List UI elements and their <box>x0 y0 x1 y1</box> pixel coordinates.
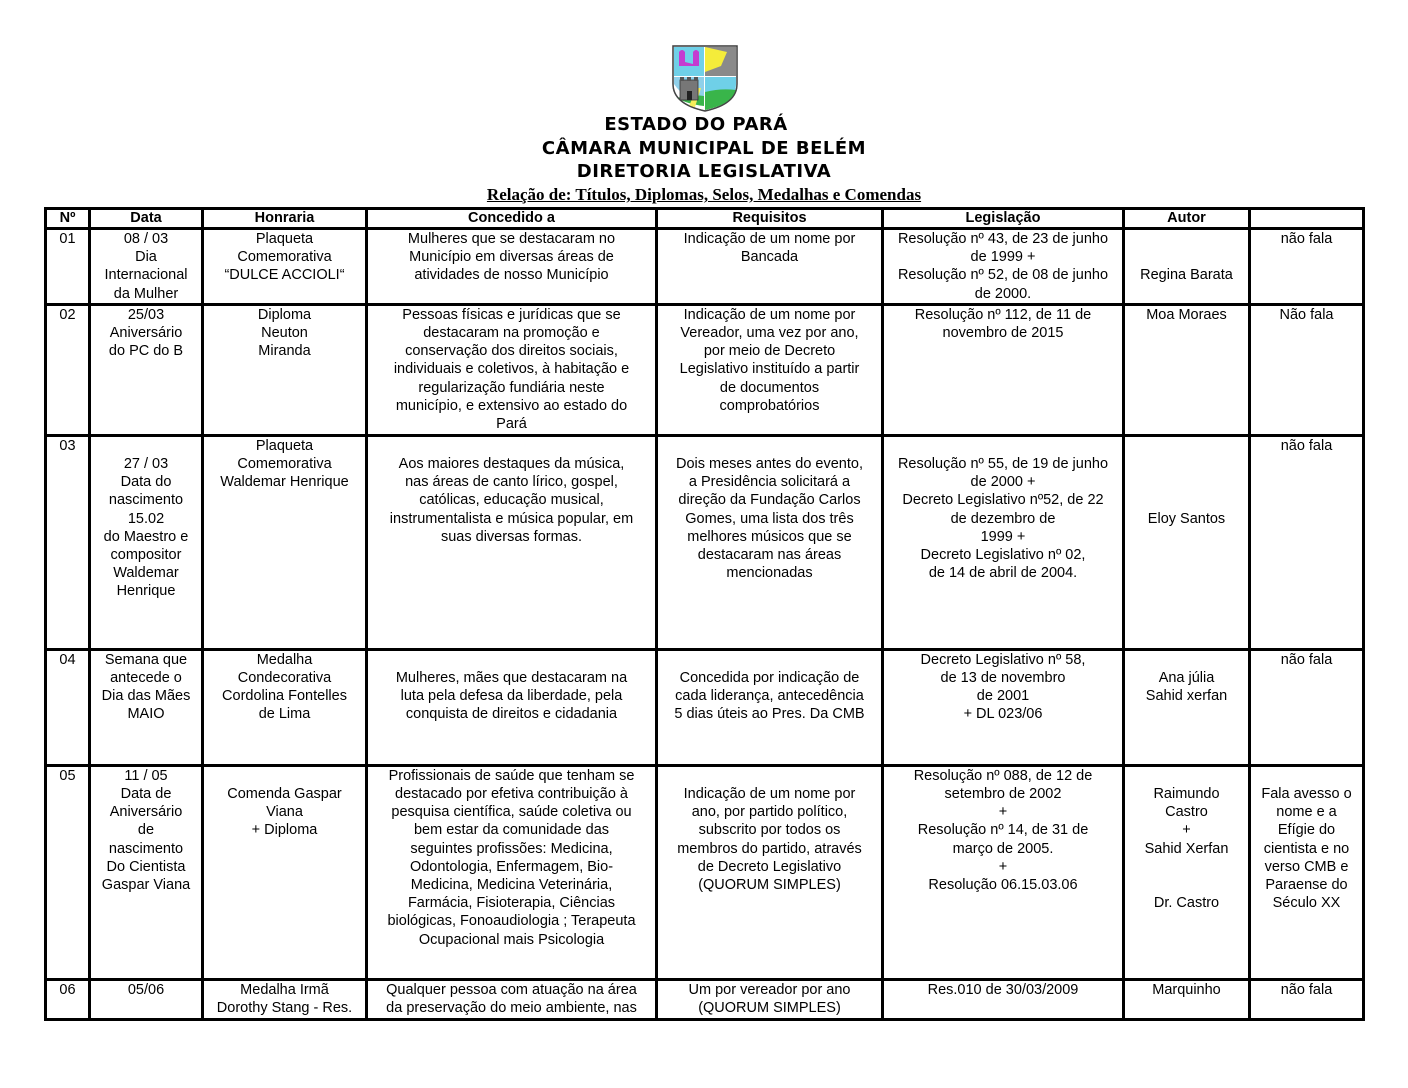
honor-cell-line: Miranda <box>258 343 311 360</box>
header-state: ESTADO DO PARÁ <box>604 114 788 135</box>
granted-to-cell <box>367 304 657 435</box>
date-cell <box>90 649 203 765</box>
author-cell <box>1124 229 1250 305</box>
author-cell <box>1124 435 1250 649</box>
date-cell-line: 15.02 <box>127 510 165 527</box>
table-row <box>46 435 1364 649</box>
legislation-cell-line: Resolução nº 52, de 08 de junho <box>897 267 1109 284</box>
legislation-cell-line: de 14 de abril de 2004. <box>928 565 1078 582</box>
row-number: 03 <box>46 435 90 649</box>
granted-to-cell-line: biológicas, Fonoaudiologia ; Terapeuta <box>387 913 636 930</box>
granted-to-cell-line: conservação dos direitos sociais, <box>405 343 618 360</box>
author-cell <box>1124 765 1250 979</box>
date-cell <box>90 765 203 979</box>
granted-to-cell-line: Ocupacional mais Psicologia <box>418 931 605 948</box>
granted-to-cell-line <box>370 651 653 669</box>
legislation-cell <box>883 304 1124 435</box>
author-cell <box>1124 979 1250 1019</box>
notes-cell-line: não fala <box>1280 981 1333 998</box>
notes-cell-line: Paraense do <box>1265 877 1348 894</box>
honor-cell-line: Condecorativa <box>237 670 332 687</box>
granted-to-cell-line: destacado por efetiva contribuição à <box>395 786 628 803</box>
requirements-cell-line: Indicação de um nome por <box>683 231 856 247</box>
author-cell-line: Regina Barata <box>1140 267 1233 284</box>
granted-to-cell-line: Profissionais de saúde que tenham se <box>388 767 635 784</box>
column-header-date: Data <box>90 209 203 229</box>
granted-to-cell-line: pesquisa científica, saúde coletiva ou <box>391 804 632 821</box>
date-cell-line: do PC do B <box>108 343 184 360</box>
date-cell-line: Waldemar <box>113 565 179 582</box>
date-cell-line: Dia das Mães <box>101 688 191 705</box>
granted-to-cell-line: Qualquer pessoa com atuação na área <box>386 981 637 998</box>
honor-cell-line: Medalha Irmã <box>240 981 329 998</box>
author-cell-line: Ana júlia <box>1158 670 1215 687</box>
honor-cell <box>203 435 367 649</box>
date-cell-line: Data de <box>120 786 172 803</box>
date-cell-line: Henrique <box>116 583 176 600</box>
row-number: 04 <box>46 649 90 765</box>
requirements-cell-line <box>660 437 879 455</box>
date-cell-line: MAIO <box>127 706 165 723</box>
date-cell-line <box>93 437 199 455</box>
honor-cell-line: Comemorativa <box>237 456 332 473</box>
requirements-cell-line: a Presidência solicitará a <box>688 474 851 491</box>
date-cell-line: Dia <box>135 249 157 266</box>
notes-cell-line: Não fala <box>1279 306 1334 323</box>
requirements-cell-line: Bancada <box>740 249 799 266</box>
honor-cell-line: + Diploma <box>251 822 318 839</box>
author-cell <box>1124 304 1250 435</box>
header-directorate: DIRETORIA LEGISLATIVA <box>576 161 832 182</box>
requirements-cell-line: direção da Fundação Carlos <box>678 492 861 509</box>
row-number: 05 <box>46 765 90 979</box>
granted-to-cell-line: atividades de nosso Município <box>414 267 609 284</box>
notes-cell-line: não fala <box>1280 231 1333 247</box>
requirements-cell-line: destacaram nas áreas <box>697 547 842 564</box>
honor-cell-line <box>206 767 363 785</box>
requirements-cell-line: Um por vereador por ano <box>688 981 851 998</box>
legislation-cell-line: de 1999 + <box>970 249 1036 266</box>
author-cell-line <box>1127 455 1246 473</box>
requirements-cell-line: subscrito por todos os <box>698 822 841 839</box>
granted-to-cell-line: Mulheres que se destacaram no <box>407 231 616 247</box>
granted-to-cell <box>367 765 657 979</box>
column-header-notes <box>1250 209 1364 229</box>
granted-to-cell-line: Farmácia, Fisioterapia, Ciências <box>407 895 616 912</box>
requirements-cell <box>657 304 883 435</box>
requirements-cell-line: Concedida por indicação de <box>679 670 860 687</box>
legislation-cell-line <box>886 437 1120 455</box>
date-cell-line: antecede o <box>110 670 182 687</box>
column-header-legislation: Legislação <box>883 209 1124 229</box>
granted-to-cell <box>367 229 657 305</box>
date-cell-line: Gaspar Viana <box>101 877 191 894</box>
legislation-cell-line: + DL 023/06 <box>963 706 1043 723</box>
granted-to-cell-line: Medicina, Medicina Veterinária, <box>410 877 613 894</box>
honor-cell <box>203 765 367 979</box>
requirements-cell-line: Vereador, uma vez por ano, <box>680 325 859 342</box>
requirements-cell <box>657 649 883 765</box>
legislation-cell-line: de 2000 + <box>970 474 1036 491</box>
granted-to-cell <box>367 979 657 1019</box>
requirements-cell-line: melhores músicos que se <box>687 528 852 545</box>
honor-cell-line: Viana <box>266 804 303 821</box>
notes-cell-line: Século XX <box>1272 895 1341 912</box>
author-cell-line <box>1127 858 1246 876</box>
author-cell-line: Raimundo <box>1153 786 1220 803</box>
granted-to-cell-line: seguintes profissões: Medicina, <box>410 840 613 857</box>
honor-cell-line: Medalha <box>256 651 313 668</box>
requirements-cell-line: comprobatórios <box>719 397 820 414</box>
honor-cell <box>203 649 367 765</box>
legislation-cell-line: + <box>998 804 1008 821</box>
author-cell-line <box>1127 767 1246 785</box>
date-cell-line: Semana que <box>104 651 188 668</box>
requirements-cell-line: 5 dias úteis ao Pres. Da CMB <box>674 706 865 723</box>
granted-to-cell <box>367 435 657 649</box>
granted-to-cell-line: Odontologia, Enfermagem, Bio- <box>409 858 614 875</box>
author-cell-line: Dr. Castro <box>1153 895 1220 912</box>
honor-cell <box>203 979 367 1019</box>
legislation-cell-line: 1999 + <box>980 528 1026 545</box>
granted-to-cell-line: destacaram na promoção e <box>423 325 600 342</box>
granted-to-cell-line: Pará <box>496 416 527 433</box>
column-header-granted-to: Concedido a <box>367 209 657 229</box>
requirements-cell-line: cada liderança, antecedência <box>675 688 864 705</box>
honor-cell-line: Plaqueta <box>255 437 314 454</box>
requirements-cell-line: mencionadas <box>726 565 813 582</box>
notes-cell-line: não fala <box>1280 437 1333 454</box>
requirements-cell-line <box>660 651 879 669</box>
column-header-requirements: Requisitos <box>657 209 883 229</box>
requirements-cell-line: ano, por partido político, <box>691 804 848 821</box>
requirements-cell <box>657 765 883 979</box>
legislation-cell-line: Resolução nº 112, de 11 de <box>914 306 1092 323</box>
honor-cell-line: “DULCE ACCIOLI“ <box>224 267 345 284</box>
date-cell-line: 05/06 <box>127 981 165 998</box>
requirements-cell <box>657 435 883 649</box>
granted-to-cell-line: Mulheres, mães que destacaram na <box>395 670 628 687</box>
table-row <box>46 979 1364 1019</box>
legislation-cell-line: Resolução nº 088, de 12 de <box>913 767 1093 784</box>
honor-cell-line: Comenda Gaspar <box>227 786 342 803</box>
honor-cell <box>203 229 367 305</box>
legislation-cell-line: Resolução nº 14, de 31 de <box>917 822 1089 839</box>
granted-to-cell-line: Município em diversas áreas de <box>409 249 614 266</box>
honor-cell-line: Cordolina Fontelles <box>222 688 347 705</box>
coat-of-arms-logo <box>671 44 739 112</box>
author-cell-line: Castro <box>1165 804 1208 821</box>
date-cell-line: da Mulher <box>113 285 179 302</box>
legislation-cell-line: Res.010 de 30/03/2009 <box>927 981 1079 998</box>
column-header-author: Autor <box>1124 209 1250 229</box>
date-cell-line: nascimento <box>108 492 184 509</box>
legislation-cell <box>883 229 1124 305</box>
granted-to-cell-line: bem estar da comunidade das <box>413 822 610 839</box>
notes-cell-line: Efígie do <box>1277 822 1336 839</box>
notes-cell <box>1250 765 1364 979</box>
author-cell-line <box>1127 491 1246 509</box>
date-cell-line: do Maestro e <box>103 528 189 545</box>
requirements-cell-line: por meio de Decreto <box>703 343 836 360</box>
date-cell-line: compositor <box>110 547 182 564</box>
author-cell-line: Marquinho <box>1152 981 1221 998</box>
table-row <box>46 649 1364 765</box>
legislation-cell <box>883 435 1124 649</box>
author-cell-line: Sahid xerfan <box>1145 688 1228 705</box>
honor-cell-line: Plaqueta <box>255 231 314 247</box>
date-cell <box>90 229 203 305</box>
honor-cell-line: Waldemar Henrique <box>220 474 349 491</box>
column-header-honor: Honraria <box>203 209 367 229</box>
table-row <box>46 229 1364 305</box>
granted-to-cell-line: individuais e coletivos, à habitação e <box>393 361 630 378</box>
notes-cell <box>1250 229 1364 305</box>
author-cell-line: Moa Moraes <box>1146 306 1227 323</box>
legislation-cell-line: + <box>998 858 1008 875</box>
author-cell-line: Sahid Xerfan <box>1144 840 1229 857</box>
granted-to-cell <box>367 649 657 765</box>
legislation-cell-line: Resolução 06.15.03.06 <box>928 877 1078 894</box>
requirements-cell-line: (QUORUM SIMPLES) <box>698 1000 841 1017</box>
granted-to-cell-line <box>370 437 653 455</box>
requirements-cell-line: Gomes, uma lista dos três <box>685 510 854 527</box>
date-cell-line: 08 / 03 <box>123 231 169 247</box>
date-cell-line: Aniversário <box>109 325 183 342</box>
granted-to-cell-line: município, e extensivo ao estado do <box>395 397 628 414</box>
honor-cell-line: Comemorativa <box>237 249 332 266</box>
author-cell <box>1124 649 1250 765</box>
honor-cell-line: Diploma <box>257 306 312 323</box>
legislation-cell-line: de dezembro de <box>950 510 1056 527</box>
granted-to-cell-line: nas áreas de canto lírico, gospel, <box>405 474 618 491</box>
requirements-cell-line: Legislativo instituído a partir <box>679 361 860 378</box>
row-number: 06 <box>46 979 90 1019</box>
notes-cell <box>1250 649 1364 765</box>
author-cell-line: + <box>1182 822 1191 839</box>
author-cell-line <box>1127 876 1246 894</box>
date-cell-line: 25/03 <box>127 306 165 323</box>
requirements-cell-line <box>660 767 879 785</box>
honors-table <box>44 207 1365 1021</box>
notes-cell <box>1250 979 1364 1019</box>
date-cell-line: 11 / 05 <box>124 767 168 784</box>
legislation-cell-line: Decreto Legislativo nº52, de 22 <box>902 492 1104 509</box>
column-header-number: Nº <box>46 209 90 229</box>
requirements-cell-line: (QUORUM SIMPLES) <box>698 877 841 894</box>
honor-cell <box>203 304 367 435</box>
legislation-cell-line: de 2001 <box>976 688 1030 705</box>
date-cell-line: Do Cientista <box>106 858 186 875</box>
notes-cell-line <box>1253 767 1360 785</box>
legislation-cell-line: setembro de 2002 <box>944 786 1062 803</box>
honor-cell-line: de Lima <box>258 706 311 723</box>
requirements-cell-line: membros do partido, através <box>677 840 862 857</box>
requirements-cell-line: de documentos <box>719 379 820 396</box>
granted-to-cell-line: da preservação do meio ambiente, nas <box>386 1000 637 1017</box>
requirements-cell <box>657 979 883 1019</box>
granted-to-cell-line: suas diversas formas. <box>440 528 583 545</box>
table-row <box>46 765 1364 979</box>
requirements-cell-line: Dois meses antes do evento, <box>676 456 863 473</box>
legislation-cell-line: novembro de 2015 <box>942 325 1064 342</box>
author-cell-line <box>1127 230 1246 248</box>
granted-to-cell-line: conquista de direitos e cidadania <box>405 706 618 723</box>
notes-cell <box>1250 304 1364 435</box>
notes-cell-line: não fala <box>1280 651 1333 668</box>
notes-cell-line: cientista e no <box>1263 840 1350 857</box>
notes-cell <box>1250 435 1364 649</box>
date-cell <box>90 979 203 1019</box>
row-number: 02 <box>46 304 90 435</box>
granted-to-cell-line: instrumentalista e música popular, em <box>389 510 634 527</box>
author-cell-line: Eloy Santos <box>1147 510 1226 527</box>
notes-cell-line: nome e a <box>1276 804 1337 821</box>
legislation-cell-line: de 13 de novembro <box>940 670 1066 687</box>
row-number: 01 <box>46 229 90 305</box>
requirements-cell-line: de Decreto Legislativo <box>697 858 842 875</box>
header-chamber: CÂMARA MUNICIPAL DE BELÉM <box>541 138 867 159</box>
date-cell <box>90 435 203 649</box>
legislation-cell-line: Decreto Legislativo nº 02, <box>920 547 1086 564</box>
notes-cell-line: verso CMB e <box>1264 858 1349 875</box>
date-cell-line: nascimento <box>108 840 184 857</box>
honor-cell-line: Neuton <box>261 325 308 342</box>
granted-to-cell-line: católicas, educação musical, <box>419 492 604 509</box>
document-subtitle: Relação de: Títulos, Diplomas, Selos, Medalhas e Comendas <box>486 185 922 204</box>
date-cell <box>90 304 203 435</box>
legislation-cell <box>883 649 1124 765</box>
author-cell-line <box>1127 473 1246 491</box>
legislation-cell <box>883 765 1124 979</box>
legislation-cell-line: Decreto Legislativo nº 58, <box>920 651 1086 668</box>
legislation-cell <box>883 979 1124 1019</box>
granted-to-cell-line: regularização fundiária neste <box>418 379 605 396</box>
legislation-cell-line: Resolução nº 43, de 23 de junho <box>897 231 1109 247</box>
table-header-row <box>46 209 1364 229</box>
granted-to-cell-line: luta pela defesa da liberdade, pela <box>400 688 623 705</box>
requirements-cell-line: Indicação de um nome por <box>683 306 856 323</box>
date-cell-line: 27 / 03 <box>123 456 169 473</box>
requirements-cell <box>657 229 883 305</box>
legislation-cell-line: Resolução nº 55, de 19 de junho <box>897 456 1109 473</box>
author-cell-line <box>1127 437 1246 455</box>
date-cell-line: de <box>137 822 155 839</box>
granted-to-cell-line: Pessoas físicas e jurídicas que se <box>402 306 621 323</box>
table-row <box>46 304 1364 435</box>
date-cell-line: Internacional <box>104 267 188 284</box>
requirements-cell-line: Indicação de um nome por <box>683 786 856 803</box>
granted-to-cell-line: Aos maiores destaques da música, <box>398 456 625 473</box>
author-cell-line <box>1127 248 1246 266</box>
date-cell-line: Data do <box>120 474 172 491</box>
honor-cell-line: Dorothy Stang - Res. <box>216 1000 353 1017</box>
date-cell-line: Aniversário <box>109 804 183 821</box>
notes-cell-line: Fala avesso o <box>1261 786 1352 803</box>
legislation-cell-line: de 2000. <box>974 285 1032 302</box>
legislation-cell-line: março de 2005. <box>952 840 1054 857</box>
author-cell-line <box>1127 651 1246 669</box>
